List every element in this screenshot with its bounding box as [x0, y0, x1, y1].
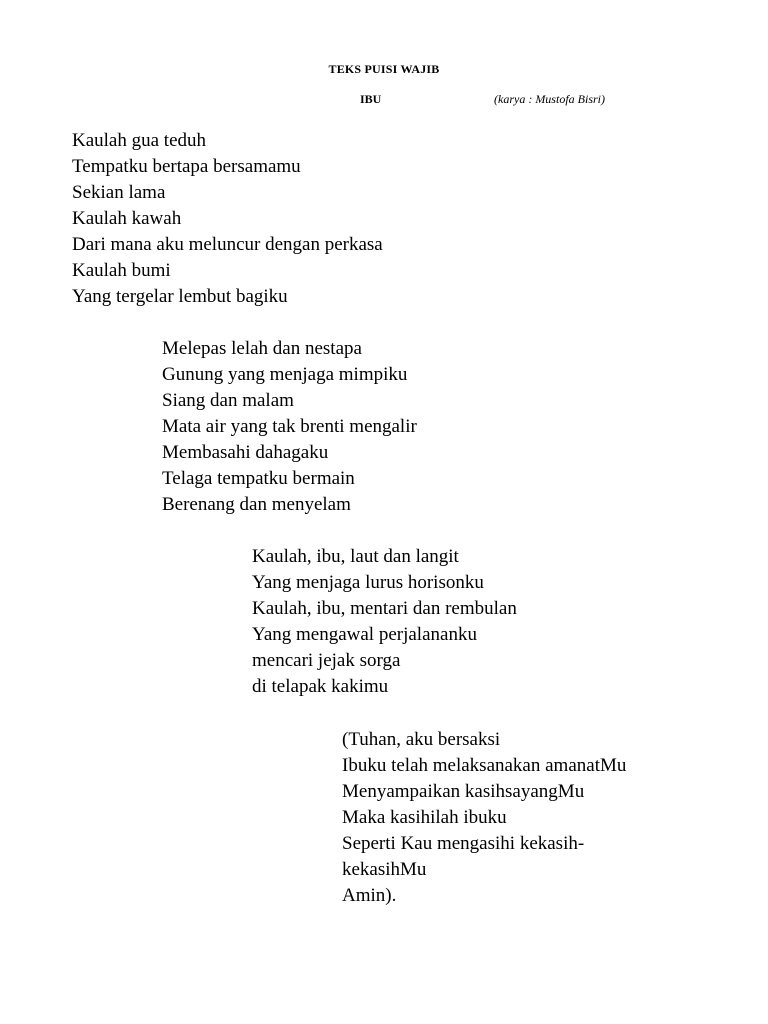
poem-line: Kaulah bumi: [72, 260, 171, 281]
poem-line: Ibuku telah melaksanakan amanatMu: [342, 755, 627, 776]
poem-line: Yang tergelar lembut bagiku: [72, 286, 288, 307]
poem-line: (Tuhan, aku bersaksi: [342, 729, 501, 750]
poem-line: di telapak kakimu: [252, 676, 389, 697]
poem-line: Yang menjaga lurus horisonku: [252, 572, 484, 593]
poem-line: Menyampaikan kasihsayangMu: [342, 781, 585, 802]
poem-line: Kaulah kawah: [72, 208, 182, 229]
poem-line: Mata air yang tak brenti mengalir: [162, 416, 417, 437]
stanza-1: [72, 128, 383, 310]
stanza-4: [342, 727, 626, 909]
poem-line: Sekian lama: [72, 182, 166, 203]
poem-title: IBU: [360, 92, 382, 106]
poem-line: Kaulah gua teduh: [72, 130, 207, 151]
stanza-3: [252, 544, 517, 700]
poem-line: Kaulah, ibu, laut dan langit: [252, 546, 459, 567]
poem-line: Maka kasihilah ibuku: [342, 807, 507, 828]
poem-line: Telaga tempatku bermain: [162, 468, 355, 489]
poem-line: Melepas lelah dan nestapa: [162, 338, 362, 359]
poem-line: Kaulah, ibu, mentari dan rembulan: [252, 598, 517, 619]
poem-line: mencari jejak sorga: [252, 650, 401, 671]
stanza-2: [162, 336, 417, 518]
poem-line: Gunung yang menjaga mimpiku: [162, 364, 408, 385]
poem-line: Amin).: [342, 885, 397, 906]
poem-line: Seperti Kau mengasihi kekasih-: [342, 833, 585, 854]
poem-line: Yang mengawal perjalananku: [252, 624, 477, 645]
poem-author: (karya : Mustofa Bisri): [494, 92, 605, 106]
poem-line: Siang dan malam: [162, 390, 294, 411]
poem-line: Membasahi dahagaku: [162, 442, 329, 463]
poem-line: Tempatku bertapa bersamamu: [72, 156, 301, 177]
poem-line: Dari mana aku meluncur dengan perkasa: [72, 234, 383, 255]
document-title: TEKS PUISI WAJIB: [328, 62, 440, 76]
poem-line: Berenang dan menyelam: [162, 494, 351, 515]
poem-line: kekasihMu: [342, 859, 427, 880]
